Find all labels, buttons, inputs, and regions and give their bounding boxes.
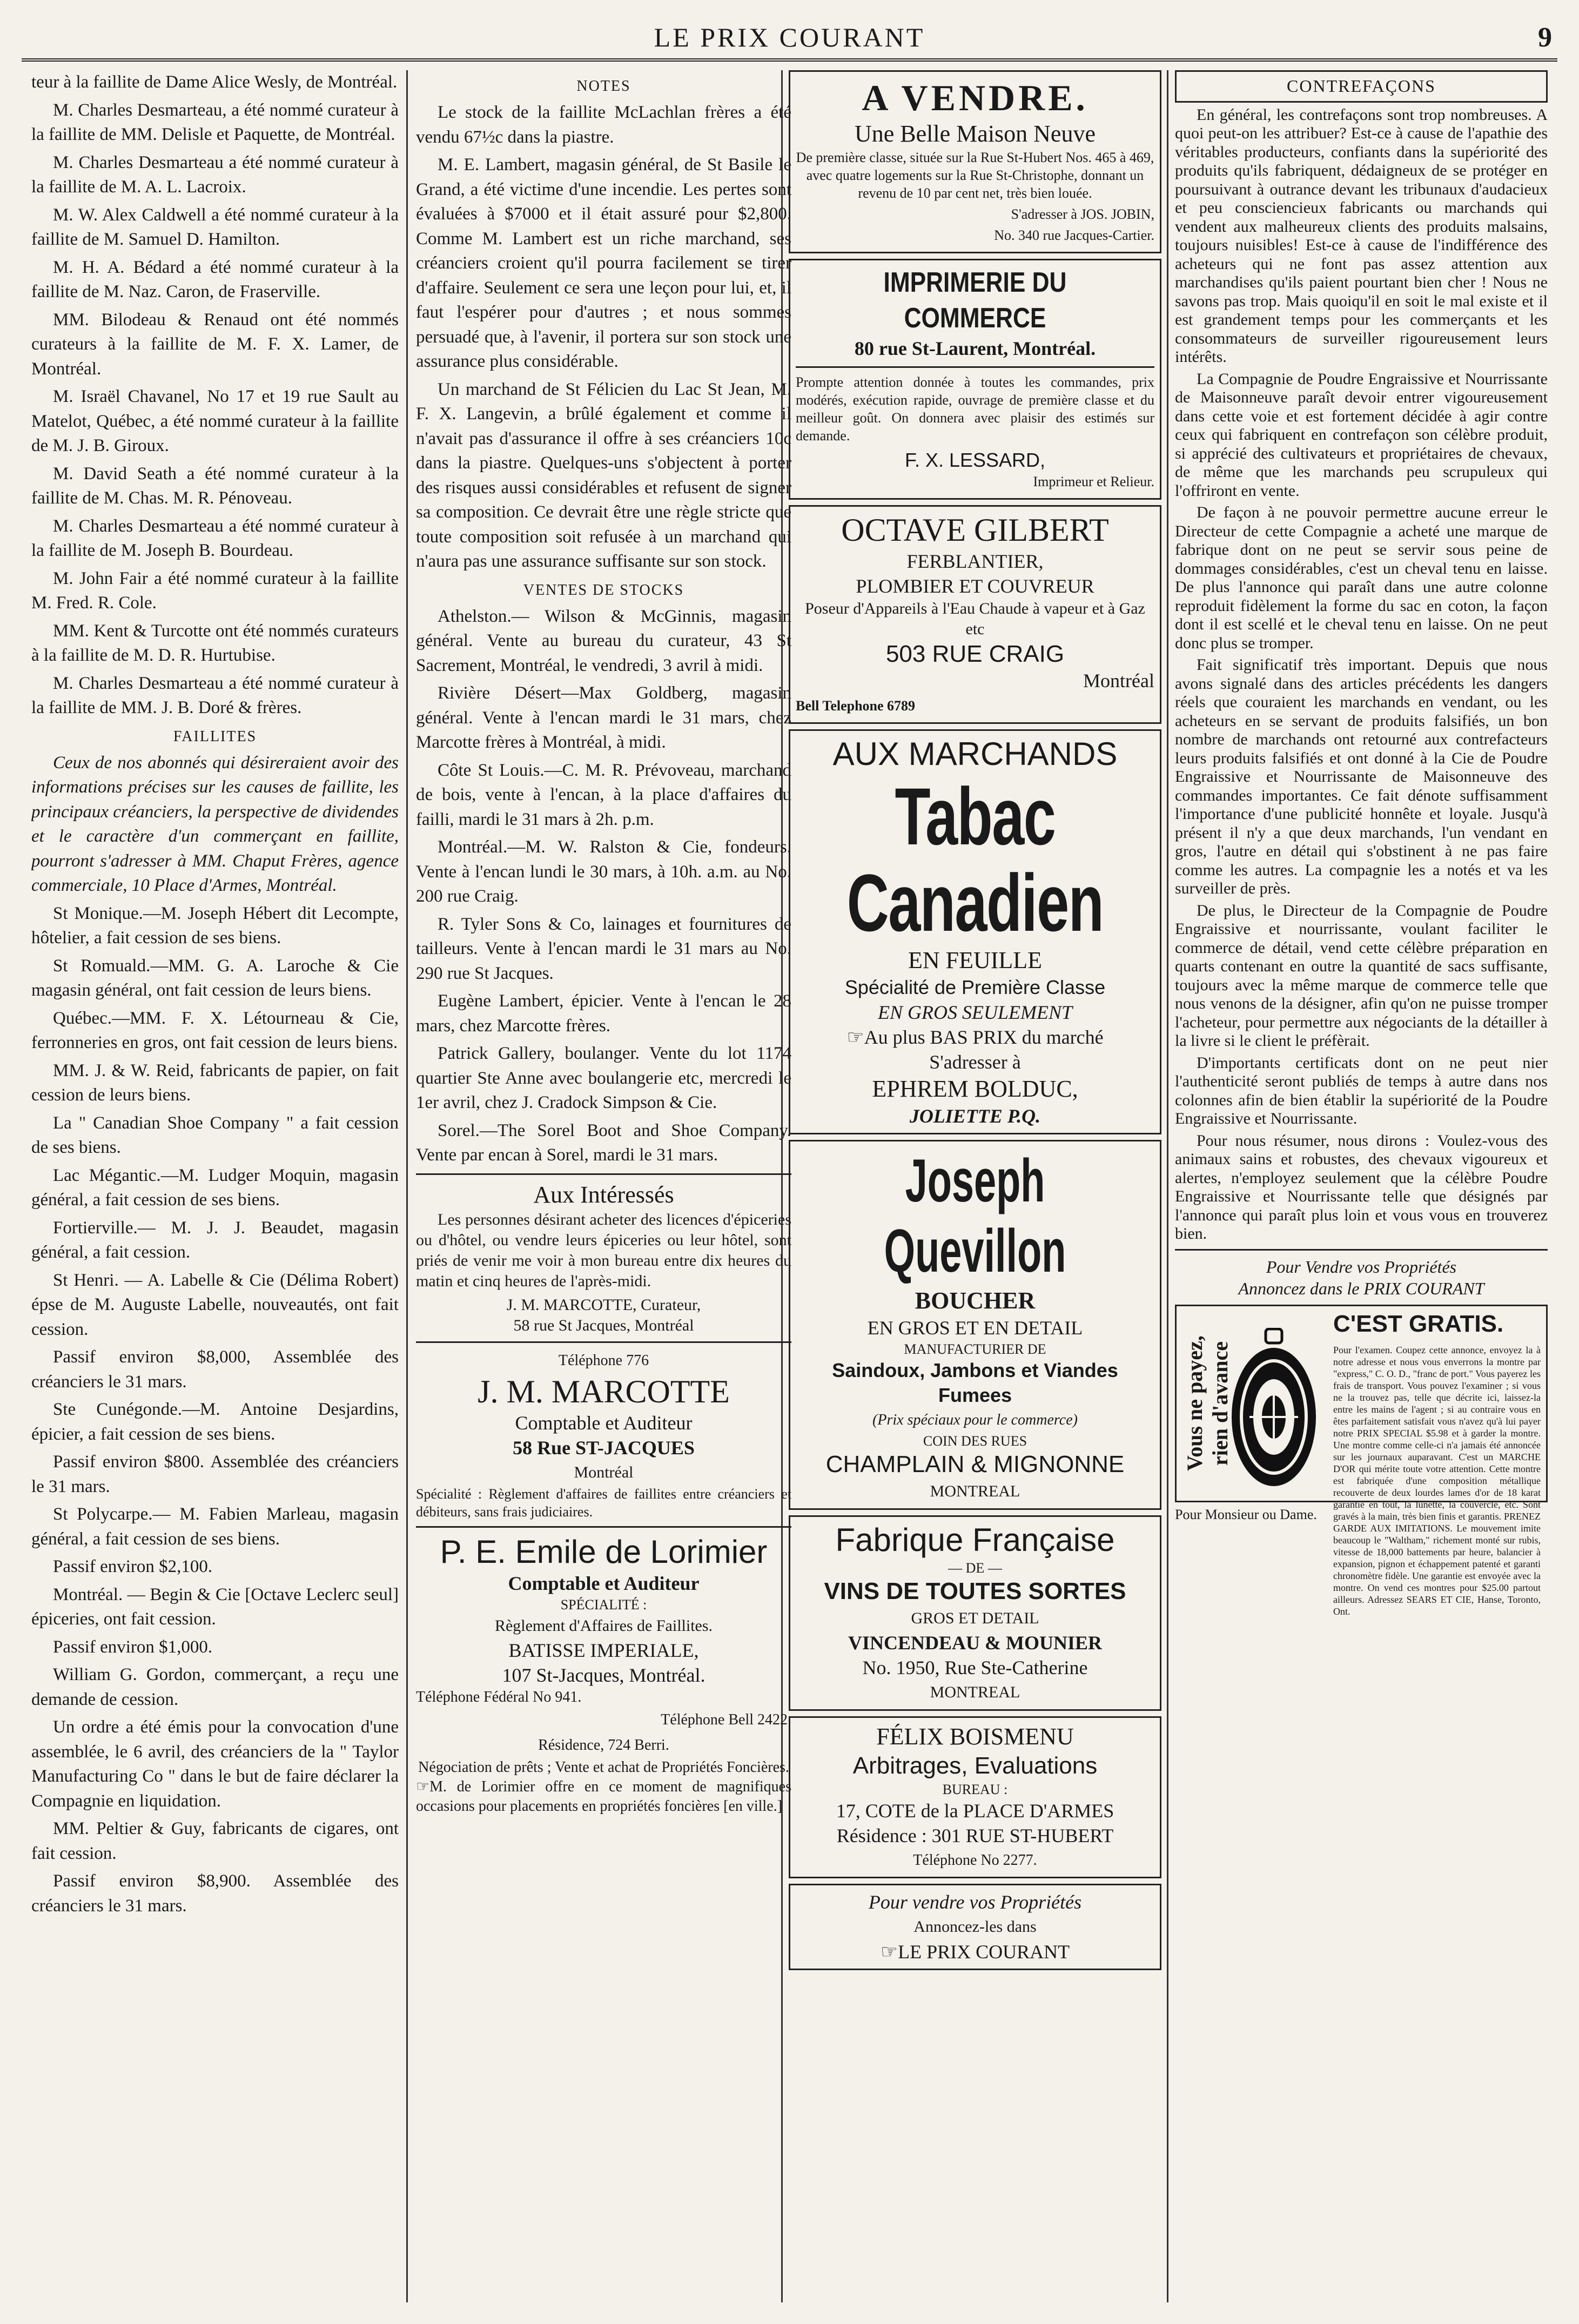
lorimier-spec: Règlement d'Affaires de Faillites. — [494, 1616, 713, 1635]
lorimier-phone-federal: Téléphone Fédéral No 941. — [416, 1689, 582, 1705]
vente-item: Côte St Louis.—C. M. R. Prévoveau, marchand de bois, vente à l'encan, à la place d'affaires du failli, mardi le 31 mars à 2h. p.m. — [416, 760, 791, 829]
gratis-body: Pour l'examen. Coupez cette annonce, envoyez la à notre adresse et nous vous enverrons la montre par "express," C. O. D., "franc de port." Vous payerez les frais de transport. Vous pouvez l'examiner ; si vous ne la trouvez pas, telle que décrite ici, laissez-la entre les mains de l'agent ; si au contraire vous en êtes parfaitement satisfait vous n'avez qu'à lui payer notre PRIX SPECIAL $5.98 et à garder la montre. Une montre comme celle-ci n'a jamais été annoncée sur les journaux auparavant. C'est un MARCHE D'OR qui mérite toute votre attention. Cette montre est fabriquée d'une composition métallique recouverte de deux lourdes lames d'or de 18 karat garantie en tout, la lunette, la couvercle, etc. Sont gravés à la main, très bien finis et garantis. PRENEZ GARDE AUX IMITATIONS. Le mouvement imite beaucoup le "Waltham," richement monté sur rubis, vitesse de 18,000 battements par heure, balancier à expansion, pignon et échappement patenté et garanti chronomètre fidèle. Une garantie est envoyée avec la montre. On vend ces montres pour $25.00 partout ailleurs. Adressez SEARS ET CIE, Hanse, Toronto, Ont. — [1333, 1344, 1541, 1617]
faillite-item: Passif environ $8,000, Assemblée des créanciers le 31 mars. — [31, 1347, 399, 1392]
curator-notice: M. John Fair a été nommé curateur à la faillite M. Fred. R. Cole. — [31, 568, 399, 613]
prix-courant-ad — [789, 1884, 1161, 1970]
contrefacons-paragraph: En général, les contrefaçons sont trop nombreuses. A quoi peut-on les attribuer? Est-ce à cause de l'apathie des véritables producteurs, confiants dans la supériorité des produits qu'ils fabriquent, dédaigneux de se protéger en poursuivant à outrance devant les tribunaux d'audacieux et peu consciencieux fabricants ou marchands qui vendent aux malheureux clients des produits malsains, toujours nuisibles! Est-ce à cause de l'indifférence des acheteurs qui ne font pas assez attention aux marchandises qu'ils paient pourtant bien cher ! Nous ne savons pas trop. Mais quoiqu'il en soit le mal existe et il est grandement temps pour les commerçants et les consommateurs de surveiller rigoureusement leurs intérêts. — [1175, 105, 1548, 366]
prix-line2: Annoncez-les dans — [913, 1918, 1037, 1936]
lorimier-address: 107 St-Jacques, Montréal. — [502, 1664, 705, 1686]
faillite-item: William G. Gordon, commerçant, a reçu une demande de cession. — [31, 1665, 399, 1709]
faillite-item: MM. Peltier & Guy, fabricants de cigares, ont fait cession. — [31, 1819, 399, 1863]
faillite-item: MM. J. & W. Reid, fabricants de papier, on fait cession de leurs biens. — [31, 1060, 399, 1105]
vente-item: Eugène Lambert, épicier. Vente à l'encan le 28 mars, chez Marcotte frères. — [416, 991, 791, 1036]
page-header — [22, 22, 1557, 62]
vente-item: Patrick Gallery, boulanger. Vente du lot 1174 quartier Ste Anne avec boulangerie etc, mercredi le 1er avril, chez J. Cradock Simpson & Cie. — [416, 1044, 791, 1112]
imprimerie-owner: F. X. LESSARD, — [904, 449, 1046, 471]
interesses-address: 58 rue St Jacques, Montréal — [513, 1316, 694, 1334]
vente-item: Sorel.—The Sorel Boot and Shoe Company. Vente par encan à Sorel, mardi le 31 mars. — [416, 1120, 791, 1165]
column-1 — [31, 70, 399, 2302]
fabrique-ad — [789, 1515, 1161, 1711]
gilbert-ad — [789, 505, 1161, 724]
quevillon-streets: CHAMPLAIN & MIGNONNE — [825, 1451, 1125, 1477]
boismenu-ad — [789, 1716, 1161, 1879]
faillites-intro: Ceux de nos abonnés qui désireraient avoir des informations précises sur les causes de faillite, les principaux créanciers, la perspective de dividendes et le caractère d'un commerçant en faillite, pourront s'adresser à MM. Chaput Frères, agence commerciale, 10 Place d'Armes, Montréal. — [31, 753, 399, 895]
curator-notice: M. Charles Desmarteau, a été nommé curateur à la faillite de MM. Delisle et Paquette, de Montréal. — [31, 100, 399, 144]
gratis-title: C'EST GRATIS. — [1333, 1310, 1504, 1337]
divider — [416, 1341, 791, 1343]
curator-notice: M. David Seath a été nommé curateur à la faillite de M. Chas. M. R. Pénoveau. — [31, 464, 399, 508]
boismenu-phone: Téléphone No 2277. — [913, 1851, 1037, 1869]
lorimier-phone-bell: Téléphone Bell 2422. — [661, 1711, 791, 1728]
boismenu-bureau: BUREAU : — [942, 1781, 1008, 1797]
avendre-contact: S'adresser à JOS. JOBIN, — [1011, 206, 1154, 222]
quevillon-gros: EN GROS ET EN DETAIL — [867, 1317, 1083, 1339]
lorimier-residence: Résidence, 724 Berri. — [538, 1737, 669, 1754]
newspaper-title: LE PRIX COURANT — [654, 22, 925, 52]
marcotte-role: Comptable et Auditeur — [515, 1412, 693, 1434]
note-item: M. E. Lambert, magasin général, de St Basile le Grand, a été victime d'une incendie. Les pertes sont évaluées à $7000 et il était assuré pour $2,800. Comme M. Lambert est un riche marchand, ses créanciers croient qu'il pourra facilement se tirer d'affaire. Seulement ce sera une leçon pour lui, et, il faut l'espérer pour d'autres ; et nous sommes persuadé que, à l'avenir, il portera sur son stock une assurance plus considérable. — [416, 155, 791, 371]
curator-notice: M. Charles Desmarteau a été nommé curateur à la faillite de M. A. L. Lacroix. — [31, 152, 399, 197]
avendre-ad — [789, 70, 1161, 253]
curator-notice: M. Israël Chavanel, No 17 et 19 rue Sault au Matelot, Québec, a été nommé curateur à la faillite de M. J. B. Giroux. — [31, 387, 399, 455]
quevillon-ad — [789, 1140, 1161, 1510]
fabrique-names: VINCENDEAU & MOUNIER — [848, 1632, 1102, 1654]
quevillon-city: MONTREAL — [930, 1482, 1020, 1500]
quevillon-coin: COIN DES RUES — [923, 1433, 1027, 1449]
imprimerie-address: 80 rue St-Laurent, Montréal. — [854, 338, 1096, 359]
fabrique-vins: VINS DE TOUTES SORTES — [824, 1577, 1126, 1604]
note-item: Un marchand de St Félicien du Lac St Jean, M. F. X. Langevin, a brûlé également et comme il n'avait pas d'assurance il offre à ses créanciers 10c dans la piastre. Quelques-uns s'objectent à porter des risques aussi considérables et refusent de signer sa composition. Ce devrait être une règle stricte que toute composition soit refusée à un marchand qui n'aura pas une assurance suffisante sur son stock. — [416, 379, 791, 571]
column-3 — [789, 70, 1161, 2302]
faillite-item: Montréal. — Begin & Cie [Octave Leclerc seul] épiceries, ont fait cession. — [31, 1584, 399, 1629]
gratis-vertical-text: Vous ne payez, rien d'avance — [1182, 1335, 1232, 1471]
contrefacons-paragraph: De plus, le Directeur de la Compagnie de Poudre Engraissive et nourrissante, voulant faciliter le commerce de détail, vend cette célèbre préparation en quarts contenant en outre la quantité de sacs suffisante, toujours avec la même marque de commerce telle que nous venons de la désigner, afin qu'on ne puisse tromper l'acheteur, pour permettre aux négociants de la détailler à la livre si le client le préfèrait. — [1175, 901, 1548, 1050]
lorimier-spec-label: SPÉCIALITÉ : — [560, 1596, 647, 1613]
fabrique-de: — DE — — [948, 1560, 1002, 1576]
gilbert-line1: FERBLANTIER, — [906, 550, 1044, 572]
page-number: 9 — [1538, 22, 1552, 53]
faillite-item: Fortierville.— M. J. J. Beaudet, magasin général, a fait cession. — [31, 1218, 399, 1262]
tabac-name: EPHREM BOLDUC, — [872, 1075, 1078, 1102]
curator-notice: teur à la faillite de Dame Alice Wesly, de Montréal. — [31, 72, 398, 92]
quevillon-products: Saindoux, Jambons et Viandes Fumees — [832, 1359, 1118, 1406]
marcotte-specialty: Spécialité : Règlement d'affaires de faillites entre créanciers et débiteurs, sans frais judiciaires. — [416, 1486, 791, 1520]
contrefacons-heading-box — [1175, 70, 1548, 103]
gilbert-address: 503 RUE CRAIG — [885, 641, 1065, 667]
gilbert-line2: PLOMBIER ET COUVREUR — [856, 575, 1094, 597]
faillite-item: Passif environ $8,900. Assemblée des créanciers le 31 mars. — [31, 1871, 399, 1916]
faillite-item: Passif environ $1,000. — [53, 1637, 213, 1657]
marcotte-address: 58 Rue ST-JACQUES — [513, 1437, 695, 1459]
boismenu-address: 17, COTE de la PLACE D'ARMES — [836, 1799, 1114, 1822]
curator-notice: M. Charles Desmarteau a été nommé curateur à la faillite de M. Joseph B. Bourdeau. — [31, 516, 399, 560]
fabrique-title: Fabrique Française — [835, 1521, 1115, 1558]
tabac-adresser: S'adresser à — [929, 1051, 1021, 1073]
pocket-watch-icon — [1228, 1328, 1320, 1490]
vente-item: Montréal.—M. W. Ralston & Cie, fondeurs. Vente à l'encan lundi le 30 mars, à 10h. a.m. au No. 200 rue Craig. — [416, 837, 791, 906]
vente-item: R. Tyler Sons & Co, lainages et fournitures de tailleurs. Vente à l'encan mardi le 31 mars au No. 290 rue St Jacques. — [416, 914, 791, 983]
lorimier-offer: ☞M. de Lorimier offre en ce moment de magnifiques occasions pour placements en propriétés foncières [en ville.] — [416, 1778, 791, 1815]
avendre-contact-address: No. 340 rue Jacques-Cartier. — [994, 227, 1154, 243]
imprimerie-owner-role: Imprimeur et Relieur. — [1033, 474, 1154, 489]
promo-line2: Annoncez dans le PRIX COURANT — [1238, 1278, 1484, 1298]
lorimier-building: BATISSE IMPERIALE, — [508, 1640, 699, 1661]
divider — [796, 366, 1154, 368]
fabrique-address: No. 1950, Rue Ste-Catherine — [862, 1657, 1088, 1678]
contrefacons-paragraph: La Compagnie de Poudre Engraissive et Nourrissante de Maisonneuve paraît devoir entrer vigoureusement dans cette voie et est fortement décidée à agir contre ceux qui fabriquent en contrefaçon son célèbre produit, si apprécié des cultivateurs et propriétaires de chevaux, de même que les marchands peu scrupuleux qui l'offriront en vente. — [1175, 370, 1548, 500]
avendre-body: De première classe, située sur la Rue St-Hubert Nos. 465 à 469, avec quatre logements sur la Rue St-Christophe, donnant un revenu de 10 par cent net, très bien louée. — [796, 150, 1154, 201]
vente-item: Rivière Désert—Max Goldberg, magasin général. Vente à l'encan mardi le 31 mars, chez Marcotte frères à Montréal, à midi. — [416, 683, 791, 752]
avendre-subtitle: Une Belle Maison Neuve — [855, 120, 1096, 147]
boismenu-residence: Résidence : 301 RUE ST-HUBERT — [836, 1824, 1114, 1846]
tabac-prix: ☞Au plus BAS PRIX du marché — [846, 1026, 1104, 1048]
divider — [1175, 1249, 1548, 1251]
gilbert-city: Montréal — [1083, 670, 1154, 691]
gratis-side-label: Pour Monsieur ou Dame. — [1175, 1506, 1317, 1522]
lorimier-role: Comptable et Auditeur — [508, 1572, 700, 1594]
faillite-item: Lac Mégantic.—M. Ludger Moquin, magasin général, a fait cession de ses biens. — [31, 1165, 399, 1210]
ventes-heading: VENTES DE STOCKS — [523, 581, 684, 599]
imprimerie-body: Prompte attention donnée à toutes les commandes, prix modérés, exécution rapide, ouvrage de première classe et du meilleur goût. On donnera avec plaisir des estimés sur demande. — [796, 374, 1154, 444]
faillite-item: Passif environ $2,100. — [53, 1557, 213, 1576]
tabac-specialite: Spécialité de Première Classe — [844, 976, 1106, 998]
gilbert-name: OCTAVE GILBERT — [841, 512, 1109, 548]
faillite-item: Un ordre a été émis pour la convocation d'une assemblée, le 6 avril, des créanciers de la " Taylor Manufacturing Co " dans le but de faire déclarer la Compagnie en liquidation. — [31, 1717, 399, 1811]
faillite-item: St Romuald.—MM. G. A. Laroche & Cie magasin général, ont fait cession de leurs biens. — [31, 956, 399, 1000]
column-rule — [406, 70, 408, 2302]
fabrique-gros: GROS ET DETAIL — [911, 1609, 1039, 1627]
curator-notice: M. H. A. Bédard a été nommé curateur à la faillite de M. Naz. Caron, de Fraserville. — [31, 257, 399, 301]
column-rule — [1167, 70, 1168, 2302]
boismenu-name: FÉLIX BOISMENU — [876, 1723, 1074, 1750]
interesses-title: Aux Intéressés — [533, 1181, 674, 1208]
imprimerie-ad — [789, 259, 1161, 500]
tabac-city: JOLIETTE P.Q. — [909, 1105, 1041, 1127]
faillite-item: St Henri. — A. Labelle & Cie (Délima Robert) épse de M. Auguste Labelle, nouveautés, ont fait cession. — [31, 1270, 399, 1339]
prix-line1: Pour vendre vos Propriétés — [868, 1891, 1082, 1913]
gilbert-line3: Poseur d'Appareils à l'Eau Chaude à vapeur et à Gaz etc — [805, 600, 1145, 638]
quevillon-prix: (Prix spéciaux pour le commerce) — [872, 1411, 1078, 1428]
promo-line1: Pour Vendre vos Propriétés — [1266, 1257, 1457, 1277]
divider — [416, 1526, 791, 1528]
tabac-ad — [789, 729, 1161, 1134]
curator-notice: MM. Bilodeau & Renaud ont été nommés curateurs à la faillite de M. F. X. Lamer, de Montréal. — [31, 310, 399, 379]
interesses-body: Les personnes désirant acheter des licences d'épiceries ou d'hôtel, ou vendre leurs épiceries ou leur hôtel, sont priés de venir me voir à mon bureau entre dix heures du matin et cinq heures de l'après-midi. — [416, 1210, 791, 1290]
tabac-marchands: AUX MARCHANDS — [832, 735, 1118, 772]
imprimerie-title: IMPRIMERIE DU COMMERCE — [883, 267, 1067, 334]
marcotte-city: Montréal — [574, 1463, 634, 1481]
quevillon-manuf: MANUFACTURIER DE — [904, 1341, 1046, 1357]
column-4 — [1175, 70, 1548, 2302]
quevillon-name: Joseph Quevillon — [884, 1146, 1066, 1285]
faillite-item: Québec.—MM. F. X. Létourneau & Cie, ferronneries en gros, ont fait cession de leurs biens. — [31, 1008, 399, 1052]
notes-heading: NOTES — [576, 78, 631, 95]
prix-line3: ☞LE PRIX COURANT — [880, 1940, 1070, 1963]
interesses-signature: J. M. MARCOTTE, Curateur, — [506, 1295, 701, 1314]
contrefacons-paragraph: Fait significatif très important. Depuis que nous avons signalé dans des articles précédents les dangers réels que couraient les marchands en vendant, ou les acheteurs en se servant de produits falsifiés, un bon nombre de marchands ont retourné aux contrefacteurs leurs produits falsifiés et ont donné à la Cie de Poudre Engraissive et Nourrissante de Maisonneuve des commandes importantes. Ce fait dénote suffisamment l'importance d'une publicité honnête et loyale. Jusqu'à présent il n'y a que deux marchands, l'un vendant en gros, l'autre en détail qui s'obstinent à ne pas faire comme les autres. La compagnie les a notés et va les surveiller de près. — [1175, 656, 1548, 897]
contrefacons-paragraph: D'importants certificats dont on ne peut nier l'authenticité seront publiés de temps à autre dans nos colonnes afin de bien établir la supériorité de la Poudre Engraissive et Nourrissante. — [1175, 1053, 1548, 1127]
avendre-title: A VENDRE. — [862, 77, 1088, 118]
column-2 — [416, 70, 791, 2302]
gilbert-phone: Bell Telephone 6789 — [796, 697, 916, 714]
fabrique-city: MONTREAL — [930, 1683, 1020, 1701]
vente-item: Athelston.— Wilson & McGinnis, magasin général. Vente au bureau du curateur, 43 St Sacrement, Montréal, le vendredi, 3 avril à midi. — [416, 606, 791, 675]
faillites-heading: FAILLITES — [173, 728, 257, 745]
faillite-item: St Monique.—M. Joseph Hébert dit Lecompte, hôtelier, a fait cession de ses biens. — [31, 903, 399, 948]
quevillon-trade: BOUCHER — [915, 1287, 1036, 1314]
marcotte-name: J. M. MARCOTTE — [478, 1374, 730, 1409]
boismenu-title: Arbitrages, Evaluations — [852, 1752, 1098, 1779]
curator-notice: M. W. Alex Caldwell a été nommé curateur à la faillite de M. Samuel D. Hamilton. — [31, 205, 399, 249]
contrefacons-paragraph: De façon à ne pouvoir permettre aucune erreur le Directeur de cette Compagnie a acheté une marque de fabrique dont on ne peut se servir sous peine de dommages considérables, c'est un cheval tenu en laisse. De plus l'annonce qui paraît dans une autre colonne reproduit fidèlement la forme du sac en coton, la façon dont il est scellé et le cheval tenu en laisse. On ne peut donc plus se tromper. — [1175, 503, 1548, 652]
lorimier-negociation: Négociation de prêts ; Vente et achat de Propriétés Foncières. — [418, 1758, 789, 1776]
note-item: Le stock de la faillite McLachlan frères a été vendu 67½c dans la piastre. — [416, 103, 791, 147]
divider — [416, 1173, 791, 1175]
faillite-item: St Polycarpe.— M. Fabien Marleau, magasin général, a fait cession de ses biens. — [31, 1504, 399, 1549]
marcotte-phone: Téléphone 776 — [558, 1352, 649, 1369]
faillite-item: La " Canadian Shoe Company " a fait cession de ses biens. — [31, 1113, 399, 1157]
tabac-title: Tabac Canadien — [846, 770, 1104, 948]
faillite-item: Ste Cunégonde.—M. Antoine Desjardins, épicier, a fait cession de ses biens. — [31, 1400, 399, 1444]
curator-notice: M. Charles Desmarteau a été nommé curateur à la faillite de MM. J. B. Doré & frères. — [31, 673, 399, 717]
contrefacons-heading: CONTREFAÇONS — [1287, 76, 1436, 96]
tabac-gros: EN GROS SEULEMENT — [878, 1001, 1072, 1023]
faillite-item: Passif environ $800. Assemblée des créanciers le 31 mars. — [31, 1452, 399, 1496]
lorimier-name: P. E. Emile de Lorimier — [440, 1533, 768, 1570]
curator-notice: MM. Kent & Turcotte ont été nommés curateurs à la faillite de M. D. R. Hurtubise. — [31, 621, 399, 665]
tabac-feuille: EN FEUILLE — [908, 946, 1043, 973]
contrefacons-paragraph: Pour nous résumer, nous dirons : Voulez-vous des animaux sains et robustes, des chevaux vigoureux et alertes, n'employez seulement que la célèbre Poudre Engraissive et Nourrissante telle que désignés par l'annonce qui paraît plus loin et vous vous en trouverez bien. — [1175, 1131, 1548, 1242]
